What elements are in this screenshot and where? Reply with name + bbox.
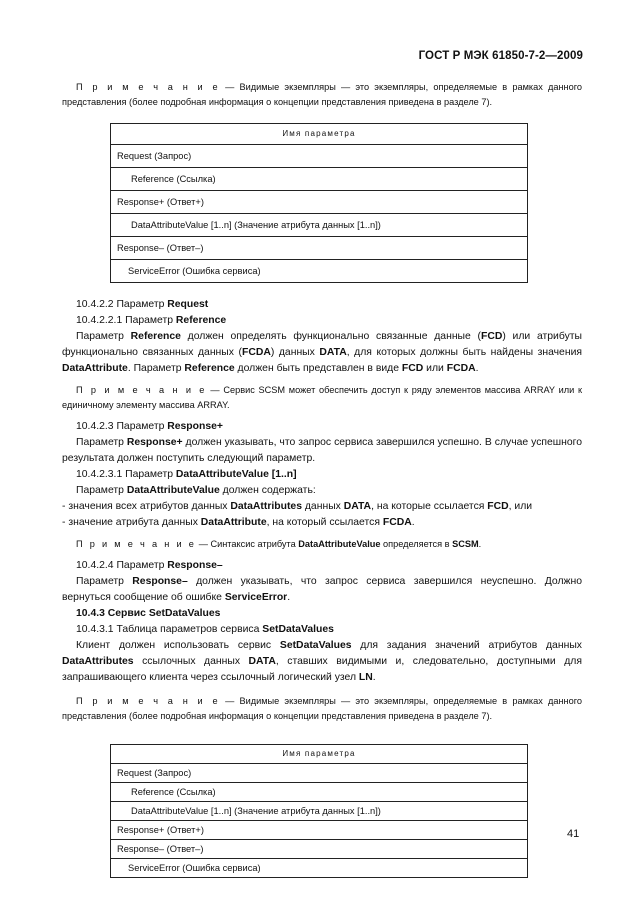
note-1: П р и м е ч а н и е — Видимые экземпляры — это экземпляры, определяемые в рамках данного представления (более подробная информация о концепции представления приведена в разделе 7).	[62, 82, 583, 107]
document-header: ГОСТ Р МЭК 61850-7-2—2009	[418, 50, 583, 62]
table-row: Response– (Ответ–)	[111, 840, 527, 859]
section-10-4-3-1: 10.4.3.1 Таблица параметров сервиса SetDataValues	[76, 624, 334, 635]
parameter-table-2	[110, 744, 528, 878]
table-row: ServiceError (Ошибка сервиса)	[128, 266, 261, 276]
paragraph-response-plus: Параметр Response+ должен указывать, что запрос сервиса завершился успешно. В случае успешного результата должен поступить следующий параметр.	[62, 437, 582, 464]
paragraph-set-data-values: Клиент должен использовать сервис SetDataValues для задания значений атрибутов данных DataAttributes ссылочных данных DATA, ставших видимыми и, следовательно, доступными для запрашивающего клиента через ссылочный логический узел LN.	[62, 640, 582, 683]
parameter-table-1	[110, 123, 528, 283]
table-row: Request (Запрос)	[111, 145, 527, 168]
table-row: DataAttributeValue [1..n] (Значение атрибута данных [1..n])	[111, 802, 527, 821]
section-10-4-2-4: 10.4.2.4 Параметр Response–	[76, 560, 223, 571]
table-row: Response– (Ответ–)	[111, 237, 527, 260]
paragraph-response-minus: Параметр Response– должен указывать, что запрос сервиса завершился неуспешно. Должно вернуться сообщение об ошибке ServiceError.	[62, 576, 582, 603]
section-10-4-2-2-1: 10.4.2.2.1 Параметр Reference	[76, 315, 227, 326]
paragraph-reference: Параметр Reference должен определять функционально связанные данные (FCD) или атрибуты функционально связанных данных (FCDA) данных DATA, для которых должны быть найдены значения DataAttribute. Параметр Reference должен быть представлен в виде FCD или FCDA.	[62, 331, 583, 374]
table-header: Имя параметра	[111, 124, 527, 145]
list-item: - значения всех атрибутов данных DataAttributes данных DATA, на которые ссылается FCD, или	[62, 501, 533, 512]
table-row: Reference (Ссылка)	[111, 783, 527, 802]
table-row: ServiceError (Ошибка сервиса)	[128, 863, 261, 873]
table-header: Имя параметра	[111, 745, 527, 764]
table-row: Request (Запрос)	[111, 764, 527, 783]
section-10-4-2-3-1: 10.4.2.3.1 Параметр DataAttributeValue [1..n]	[76, 469, 297, 480]
page-number: 41	[567, 828, 580, 840]
section-10-4-3: 10.4.3 Сервис SetDataValues	[76, 608, 221, 619]
page-body	[62, 80, 582, 878]
list-item: - значение атрибута данных DataAttribute, на который ссылается FCDA.	[62, 517, 415, 528]
section-10-4-2-2: 10.4.2.2 Параметр Request	[76, 299, 209, 310]
table-row: Response+ (Ответ+)	[111, 821, 527, 840]
table-row: Reference (Ссылка)	[111, 168, 527, 191]
note-2: П р и м е ч а н и е — Сервис SCSM может обеспечить доступ к ряду элементов массива ARRAY или к единичному элементу массива ARRAY.	[62, 385, 582, 410]
table-row: DataAttributeValue [1..n] (Значение атрибута данных [1..n])	[111, 214, 527, 237]
table-row: Response+ (Ответ+)	[111, 191, 527, 214]
note-3: П р и м е ч а н и е — Синтаксис атрибута DataAttributeValue определяется в SCSM.	[76, 539, 482, 549]
paragraph-data-attribute-value: Параметр DataAttributeValue должен содержать:	[76, 485, 316, 496]
note-4: П р и м е ч а н и е — Видимые экземпляры — это экземпляры, определяемые в рамках данного представления (более подробная информация о концепции представления приведена в разделе 7).	[62, 696, 583, 721]
section-10-4-2-3: 10.4.2.3 Параметр Response+	[76, 421, 223, 432]
